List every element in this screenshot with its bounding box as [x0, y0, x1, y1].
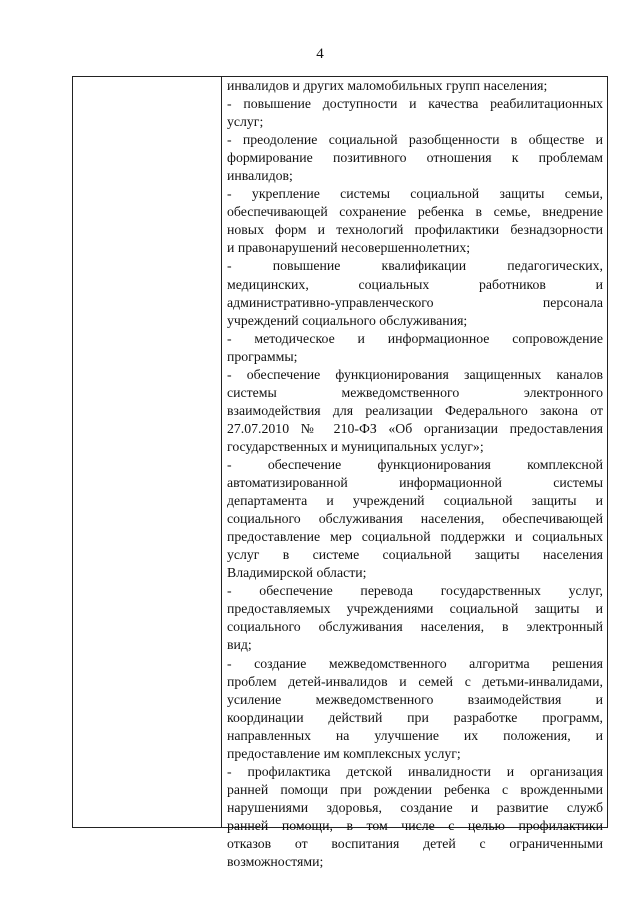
- text-line: автоматизированной информационной системы: [227, 475, 603, 491]
- text-line: Владимирской области;: [227, 565, 367, 581]
- content-table: [72, 76, 608, 870]
- text-line: вид;: [227, 637, 252, 653]
- text-line: новых форм и технологий профилактики безнадзорности: [227, 222, 603, 238]
- text-line: отказов от воспитания детей с ограниченными: [227, 835, 603, 851]
- text-line: услуг в системе социальной защиты населения: [227, 547, 603, 563]
- text-line: - обеспечение функционирования комплексной: [227, 456, 603, 472]
- text-line: - обеспечение перевода государственных услуг,: [227, 583, 603, 599]
- text-line: взаимодействия для реализации Федерального закона от: [227, 402, 603, 418]
- text-line: предоставление мер социальной поддержки и социальных: [227, 529, 603, 545]
- text-line: - методическое и информационное сопровождение: [227, 330, 603, 346]
- text-line: - профилактика детской инвалидности и организация: [227, 763, 603, 779]
- text-line: - повышение доступности и качества реабилитационных: [227, 96, 603, 112]
- text-line: возможностями;: [227, 854, 324, 870]
- text-line: учреждений социального обслуживания;: [227, 312, 468, 328]
- text-line: и правонарушений несовершеннолетних;: [227, 240, 471, 256]
- text-line: социального обслуживания населения, в электронный: [227, 619, 603, 635]
- text-line: - укрепление системы социальной защиты семьи,: [227, 186, 603, 202]
- page-number: 4: [316, 46, 324, 62]
- text-line: - обеспечение функционирования защищенных каналов: [227, 366, 603, 382]
- text-line: проблем детей-инвалидов и семей с детьми-инвалидами,: [227, 673, 603, 689]
- text-line: программы;: [227, 348, 298, 364]
- text-line: услуг;: [227, 114, 264, 130]
- text-line: координации действий при разработке программ,: [227, 709, 603, 725]
- column-divider: [221, 77, 222, 827]
- text-line: предоставляемых учреждениями социальной защиты и: [227, 601, 603, 617]
- text-line: государственных и муниципальных услуг»;: [227, 438, 484, 454]
- text-line: предоставление им комплексных услуг;: [227, 745, 461, 761]
- text-line: нарушениями здоровья, создание и развитие служб: [227, 799, 603, 815]
- text-line: 27.07.2010 № 210-ФЗ «Об организации предоставления: [227, 420, 603, 436]
- text-line: инвалидов;: [227, 168, 293, 184]
- text-line: направленных на улучшение их положения, и: [227, 727, 603, 743]
- text-line: департамента и учреждений социальной защиты и: [227, 493, 603, 509]
- text-line: - создание межведомственного алгоритма решения: [227, 655, 603, 671]
- text-line: - преодоление социальной разобщенности в обществе и: [227, 132, 603, 148]
- text-line: инвалидов и других маломобильных групп населения;: [227, 78, 548, 93]
- text-line: обеспечивающей сохранение ребенка в семье, внедрение: [227, 204, 603, 220]
- text-line: медицинских, социальных работников и: [227, 276, 603, 292]
- text-line: социального обслуживания населения, обеспечивающей: [227, 511, 603, 527]
- text-line: усиление межведомственного взаимодействия и: [227, 691, 603, 707]
- text-line: административно-управленческого персонала: [227, 294, 603, 310]
- text-line: - повышение квалификации педагогических,: [227, 258, 603, 274]
- table-text-cell: [227, 77, 603, 871]
- text-line: ранней помощи при рождении ребенка с врожденными: [227, 781, 603, 797]
- text-line: ранней помощи, в том числе с целью профилактики: [227, 817, 603, 833]
- text-line: формирование позитивного отношения к проблемам: [227, 150, 603, 166]
- text-line: системы межведомственного электронного: [227, 384, 603, 400]
